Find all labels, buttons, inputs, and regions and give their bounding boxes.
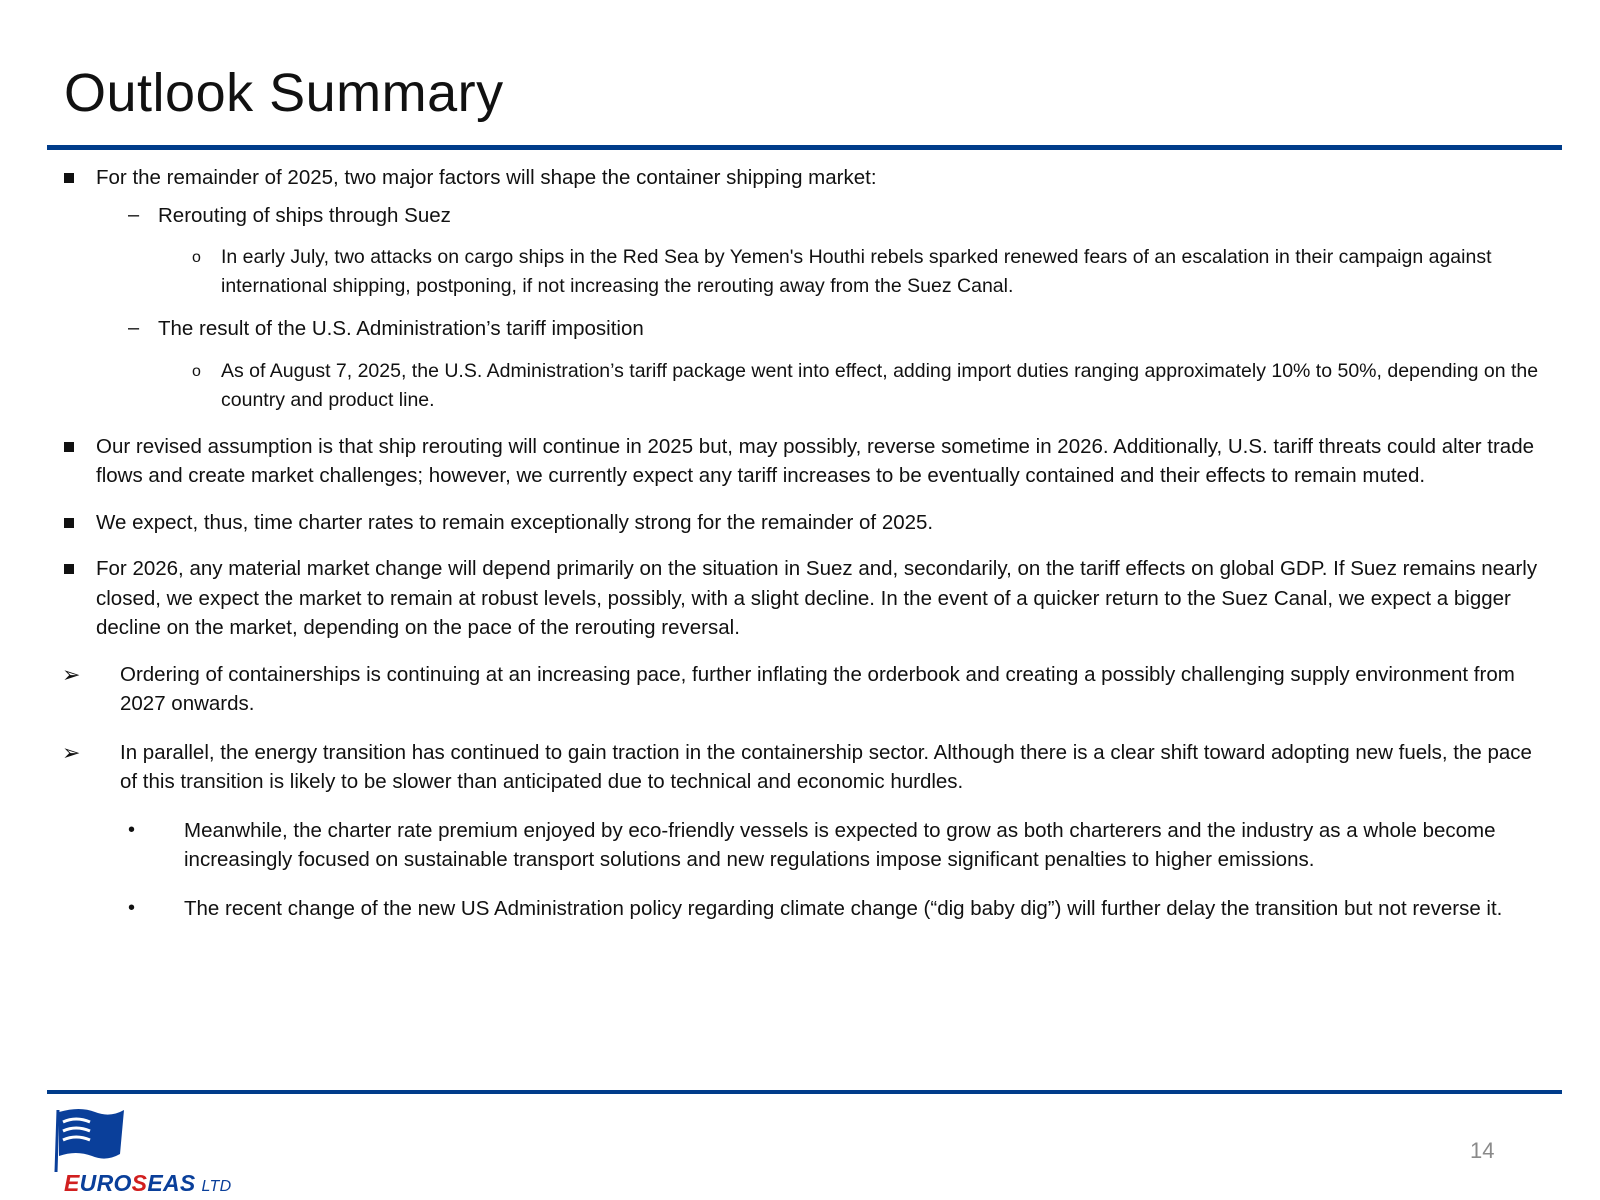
euroseas-logo <box>50 1106 300 1196</box>
detail-text: In early July, two attacks on cargo ships in the Red Sea by Yemen's Houthi rebels sparked renewed fears of an escalation in their campaign against international shipping, postponing, if not increasing the rerouting away from the Suez Canal. <box>221 246 1492 297</box>
bullet-remainder-2025 <box>62 163 1552 193</box>
square-bullet-icon <box>64 173 74 183</box>
bullet-text: Ordering of containerships is continuing at an increasing pace, further inflating the orderbook and creating a possibly challenging supply environment from 2027 onwards. <box>120 662 1515 715</box>
circle-bullet-icon: o <box>192 362 201 380</box>
dash-bullet-icon: – <box>128 203 140 226</box>
bullet-text: Our revised assumption is that ship rerouting will continue in 2025 but, may possibly, reverse sometime in 2026. Additionally, U.S. tariff threats could alter trade flows and create market challenges; however, we currently expect any tariff increases to be eventually contained and their effects to remain muted. <box>96 434 1534 487</box>
bullet-text: For 2026, any material market change will depend primarily on the situation in Suez and, secondarily, on the tariff effects on global GDP. If Suez remains nearly closed, we expect the market to remain at robust levels, possibly, with a slight decline. In the event of a quicker return to the Suez Canal, we expect a bigger decline on the market, depending on the pace of the rerouting reversal. <box>96 557 1538 639</box>
detail-text: As of August 7, 2025, the U.S. Administration’s tariff package went into effect, adding import duties ranging approximately 10% to 50%, depending on the country and product line. <box>221 359 1539 411</box>
sub-bullet-tariff <box>62 314 1552 344</box>
arrow-bullet-icon: ➢ <box>62 661 81 687</box>
bullet-text: Meanwhile, the charter rate premium enjoyed by eco-friendly vessels is expected to grow as both charterers and the industry as a whole become increasingly focused on sustainable transport solutions and new regulations impose significant penalties to higher emissions. <box>184 818 1496 871</box>
flag-icon <box>50 1106 130 1176</box>
bullet-time-charter <box>62 508 1552 538</box>
slide-content <box>62 163 1552 942</box>
bullet-text: In parallel, the energy transition has continued to gain traction in the containership sector. Although there is a clear shift toward adopting new fuels, the pace of this transition is likely to be slower than anticipated due to technical and economic hurdles. <box>120 740 1532 793</box>
title-divider <box>47 145 1562 150</box>
square-bullet-icon <box>64 518 74 528</box>
dash-bullet-icon: – <box>128 317 140 339</box>
page-title: Outlook Summary <box>64 63 504 123</box>
logo-wordmark: EUROSEAS LTD <box>64 1170 232 1196</box>
dot-bullet-eco-premium <box>62 816 1552 875</box>
bullet-2026-outlook <box>62 554 1552 643</box>
page-number: 14 <box>1470 1138 1495 1163</box>
detail-red-sea <box>62 243 1552 301</box>
arrow-bullet-icon: ➢ <box>62 739 81 765</box>
sub-bullet-suez <box>62 201 1552 231</box>
sub-bullet-text: The result of the U.S. Administration’s tariff imposition <box>158 317 644 340</box>
bullet-text: For the remainder of 2025, two major factors will shape the container shipping market: <box>96 166 877 189</box>
dot-bullet-icon: • <box>128 896 136 919</box>
dot-bullet-icon: • <box>128 818 136 841</box>
square-bullet-icon <box>64 564 74 574</box>
footer-divider <box>47 1090 1562 1094</box>
bullet-revised-assumption <box>62 432 1552 491</box>
dot-bullet-us-policy <box>62 894 1552 924</box>
arrow-bullet-ordering <box>62 660 1552 719</box>
sub-bullet-text: Rerouting of ships through Suez <box>158 203 451 227</box>
detail-tariff-package <box>62 357 1552 415</box>
square-bullet-icon <box>64 442 74 452</box>
arrow-bullet-energy-transition <box>62 738 1552 797</box>
circle-bullet-icon: o <box>192 249 201 266</box>
bullet-text: We expect, thus, time charter rates to remain exceptionally strong for the remainder of 2025. <box>96 510 934 534</box>
bullet-text: The recent change of the new US Administration policy regarding climate change (“dig baby dig”) will further delay the transition but not reverse it. <box>184 896 1503 920</box>
